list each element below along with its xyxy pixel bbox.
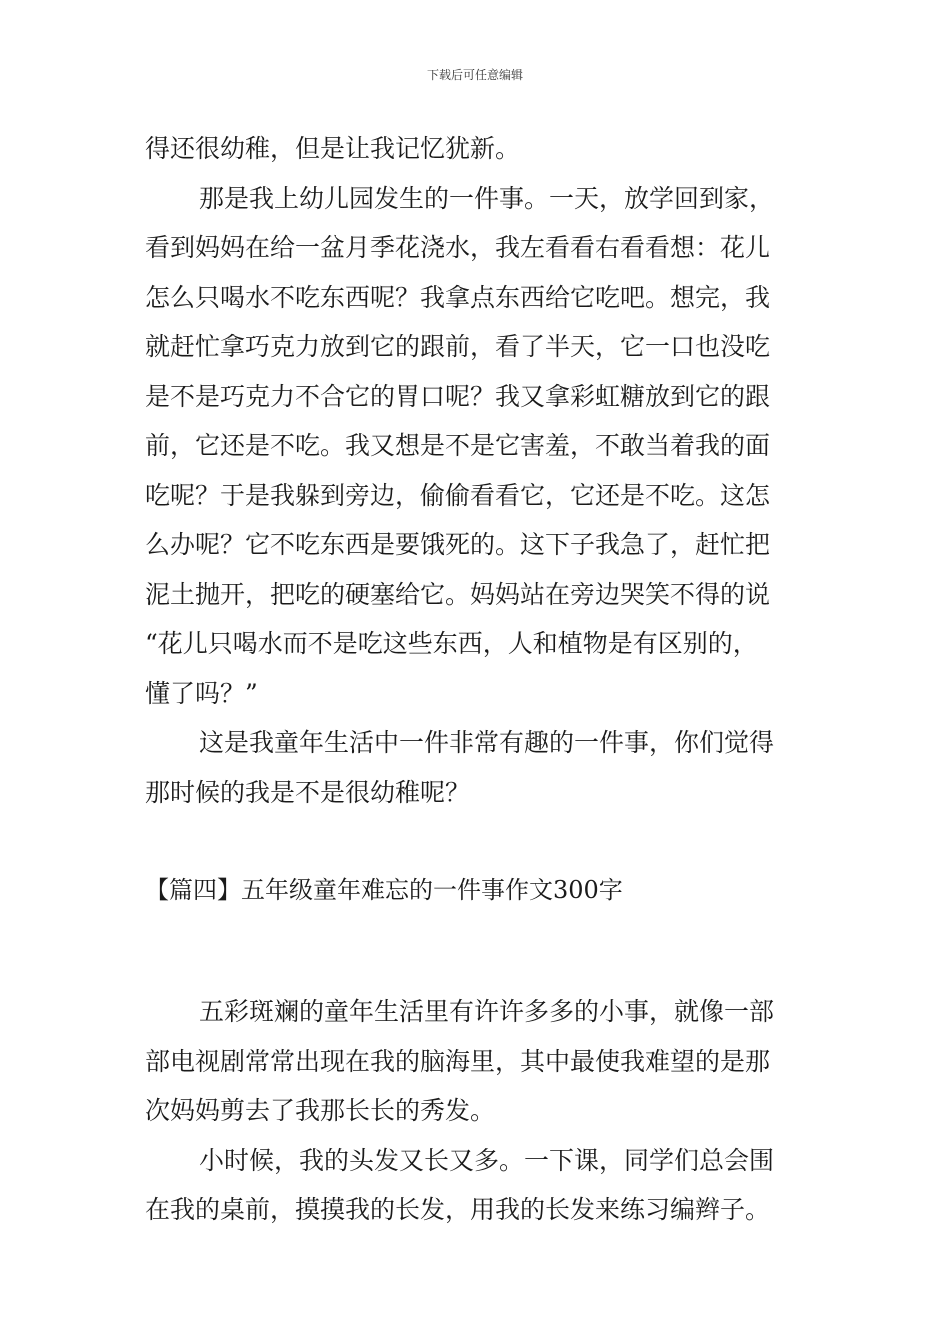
paragraph-conclusion (145, 718, 810, 817)
page-header: 下载后可任意编辑 (426, 68, 523, 82)
text-line: 前，它还是不吃。我又想是不是它害羞，不敢当着我的面 (145, 431, 771, 460)
text-line: 部电视剧常常出现在我的脑海里，其中最使我难望的是那 (145, 1046, 771, 1076)
text-line: 么办呢？它不吃东西是要饿死的。这下子我急了，赶忙把 (145, 530, 771, 559)
section-heading: 【篇四】五年级童年难忘的一件事作文300字 (145, 876, 623, 904)
text-line: 在我的桌前，摸摸我的长发，用我的长发来练习编辫子。 (145, 1195, 771, 1224)
text-line: 五彩斑斓的童年生活里有许许多多的小事，就像一部 (199, 997, 775, 1026)
text-line: 这是我童年生活中一件非常有趣的一件事，你们觉得 (199, 728, 775, 757)
text-line: 泥土抛开，把吃的硬塞给它。妈妈站在旁边哭笑不得的说 (145, 579, 771, 609)
text-line: 懂了吗？” (145, 678, 258, 708)
text-line: 次妈妈剪去了我那长长的秀发。 (145, 1096, 496, 1125)
text-line: 得还很幼稚，但是让我记忆犹新。 (145, 134, 521, 163)
document-body (145, 124, 810, 1235)
paragraph-flower-story (145, 174, 810, 719)
text-line: “花儿只喝水而不是吃这些东西，人和植物是有区别的， (145, 629, 758, 658)
text-line: 怎么只喝水不吃东西呢？我拿点东西给它吃吧。想完，我 (145, 282, 771, 312)
text-line: 小时候，我的头发又长又多。一下课，同学们总会围 (199, 1145, 775, 1175)
spacer (145, 817, 810, 865)
paragraph-childhood-intro (145, 987, 810, 1136)
paragraph-continuation (145, 124, 810, 174)
text-line: 那时候的我是不是很幼稚呢？ (145, 777, 471, 807)
text-line: 看到妈妈在给一盆月季花浇水，我左看看右看看想：花儿 (145, 233, 771, 262)
paragraph-long-hair (145, 1136, 810, 1235)
text-line: 那是我上幼儿园发生的一件事。一天，放学回到家， (199, 183, 775, 213)
spacer (145, 915, 810, 987)
text-line: 吃呢？于是我躲到旁边，偷偷看看它，它还是不吃。这怎 (145, 480, 771, 510)
text-line: 是不是巧克力不合它的胃口呢？我又拿彩虹糖放到它的跟 (145, 381, 771, 411)
text-line: 就赶忙拿巧克力放到它的跟前，看了半天，它一口也没吃 (145, 332, 771, 361)
